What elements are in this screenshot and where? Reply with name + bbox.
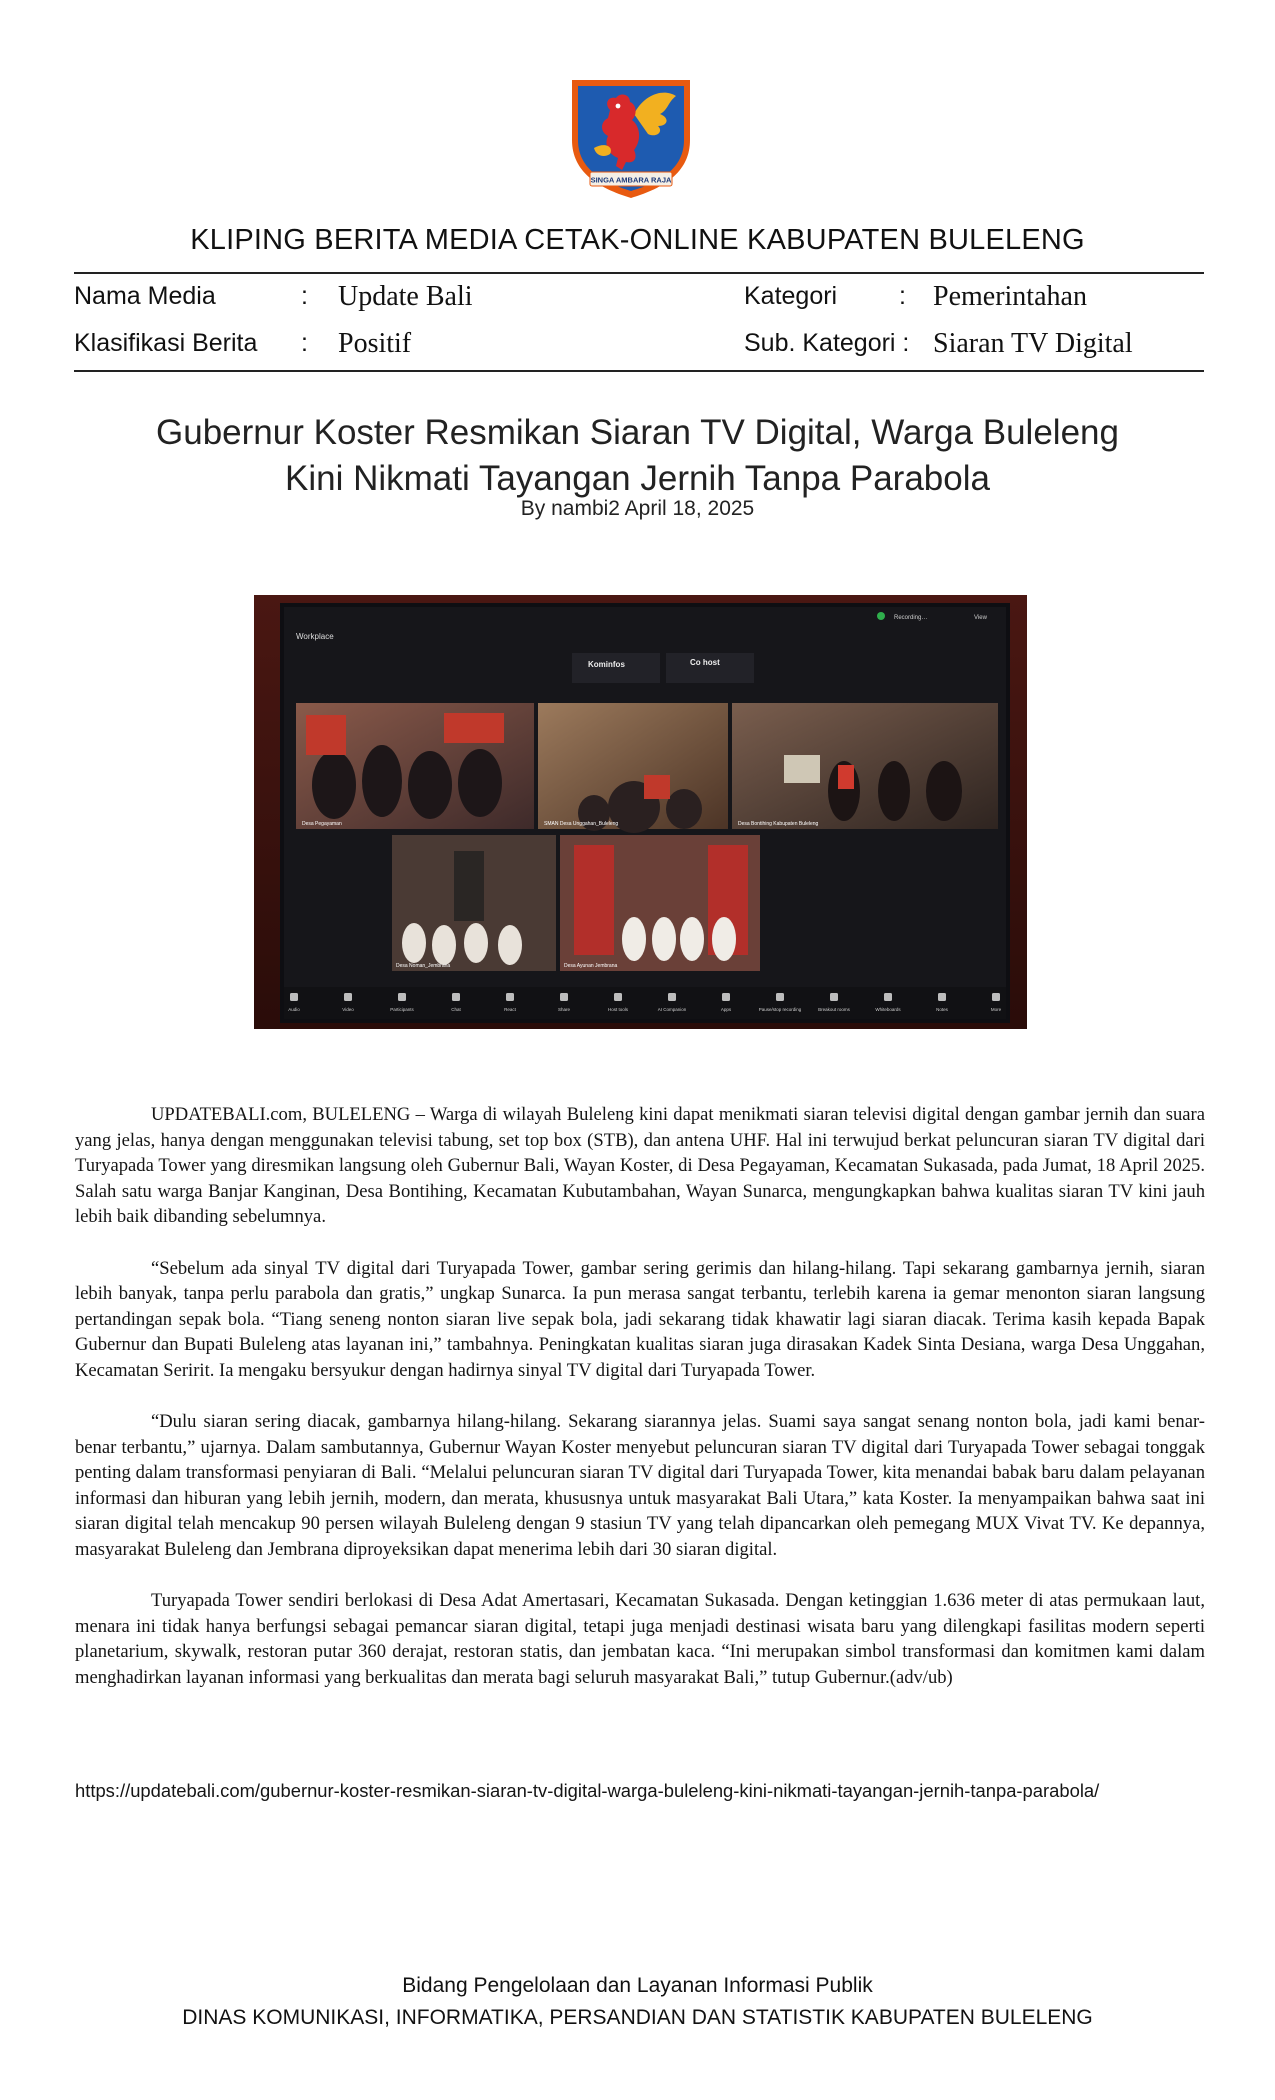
photo-toolbar-label: Participants — [390, 1007, 414, 1012]
photo-toolbar-icon — [398, 993, 406, 1001]
meta-separator: : — [301, 329, 308, 357]
footer-line-2: DINAS KOMUNIKASI, INFORMATIKA, PERSANDIAN DAN STATISTIK KABUPATEN BULELENG — [182, 2006, 1093, 2029]
photo-tile-label-3: Desa Bontihing Kabupaten Buleleng — [738, 821, 819, 827]
source-url-link[interactable]: https://updatebali.com/gubernur-koster-resmikan-siaran-tv-digital-warga-buleleng-kini-nikmati-tayangan-jernih-tanpa-parabola/ — [75, 1780, 1100, 1801]
page-footer — [0, 1970, 1275, 2034]
meta-label-kategori: Kategori — [744, 282, 838, 310]
photo-toolbar-icon — [830, 993, 838, 1001]
article-paragraph: “Sebelum ada sinyal TV digital dari Turyapada Tower, gambar sering gerimis dan hilang-hilang. Tapi sekarang gambarnya jernih, siaran lebih banyak, tanpa perlu parabola dan gratis,” ungkap Sunarca. Ia pun merasa sangat terbantu, terlebih karena ia gemar menonton siaran langsung pertandingan sepak bola. “Tiang seneng nonton siaran live sepak bola, jadi sekarang tidak khawatir lagi siaran diacak. Terima kasih kepada Bapak Gubernur dan Bupati Buleleng atas layanan ini,” tambahnya. Peningkatan kualitas siaran juga dirasakan Kadek Sinta Desiana, warga Desa Unggahan, Kecamatan Seririt. Ia mengaku bersyukur dengan hadirnya sinyal TV digital dari Turyapada Tower. — [75, 1257, 1205, 1381]
article-body — [75, 1102, 1205, 1716]
meta-value-sub-kategori: Siaran TV Digital — [933, 328, 1133, 359]
meta-label-nama-media: Nama Media — [74, 282, 216, 310]
photo-tile-label-5: Desa Ayunan Jembrana — [564, 963, 618, 969]
meta-label-klasifikasi: Klasifikasi Berita — [74, 329, 258, 357]
photo-toolbar-label: Notes — [936, 1007, 948, 1012]
photo-toolbar-icon — [992, 993, 1000, 1001]
photo-toolbar-label: More — [990, 1007, 1002, 1012]
document-title: KLIPING BERITA MEDIA CETAK-ONLINE KABUPATEN BULELENG — [190, 224, 1085, 256]
headline-line-2: Kini Nikmati Tayangan Jernih Tanpa Parabola — [285, 459, 990, 498]
meta-label-sub-kategori: Sub. Kategori : — [744, 329, 910, 357]
meta-value-klasifikasi: Positif — [338, 328, 412, 359]
photo-toolbar-label: Audio — [288, 1007, 300, 1012]
photo-toolbar-label: Breakout rooms — [818, 1007, 850, 1012]
photo-toolbar-label: Chat — [451, 1007, 461, 1012]
photo-tab-kominfos: Kominfos — [588, 660, 625, 669]
photo-toolbar-label: Video — [342, 1007, 354, 1012]
svg-text:SINGA AMBARA RAJA: SINGA AMBARA RAJA — [590, 175, 672, 185]
photo-tab-cohost: Co host — [690, 658, 720, 667]
svg-text:Recording…: Recording… — [894, 615, 928, 621]
photo-tile-label-1: Desa Pegayaman — [302, 821, 342, 827]
meta-value-nama-media: Update Bali — [338, 281, 473, 312]
article-paragraph: “Dulu siaran sering diacak, gambarnya hilang-hilang. Sekarang siarannya jelas. Suami saya sangat senang nonton bola, jadi kami benar-benar terbantu,” ujarnya. Dalam sambutannya, Gubernur Wayan Koster menyebut peluncuran siaran TV digital dari Turyapada Tower sebagai tonggak penting dalam transformasi penyiaran di Bali. “Melalui peluncuran siaran TV digital dari Turyapada Tower, kita menandai babak baru dalam pelayanan informasi dan hiburan yang lebih jernih, modern, dan merata, khususnya untuk masyarakat Bali Utara,” kata Koster. Ia menyampaikan bahwa saat ini siaran digital telah mencakup 90 persen wilayah Buleleng dengan 9 stasiun TV yang telah dipancarkan oleh pemegang MUX Vivat TV. Ke depannya, masyarakat Buleleng dan Jembrana diproyeksikan dapat menerima lebih dari 30 siaran digital. — [75, 1411, 1205, 1560]
photo-toolbar-icon — [668, 993, 676, 1001]
photo-toolbar-icon — [776, 993, 784, 1001]
photo-toolbar-label: Pause/stop recording — [758, 1007, 802, 1012]
photo-app-name: Workplace — [296, 632, 334, 641]
photo-toolbar-label: React — [504, 1007, 516, 1012]
photo-toolbar-label: Apps — [720, 1007, 732, 1012]
photo-toolbar-label: Host tools — [607, 1007, 629, 1012]
photo-toolbar-icon — [722, 993, 730, 1001]
photo-toolbar-icon — [938, 993, 946, 1001]
photo-tile-label-2: SMAN Desa Unggahan_Buleleng — [544, 821, 619, 827]
photo-toolbar-icon — [884, 993, 892, 1001]
footer-line-1: Bidang Pengelolaan dan Layanan Informasi Publik — [402, 1974, 873, 1997]
photo-tile-label-4: Desa Noman_Jembrana — [396, 963, 451, 969]
photo-toolbar-icon — [452, 993, 460, 1001]
svg-text:View: View — [974, 615, 987, 621]
photo-toolbar-icon — [614, 993, 622, 1001]
article-paragraph: Turyapada Tower sendiri berlokasi di Desa Adat Amertasari, Kecamatan Sukasada. Dengan ketinggian 1.636 meter di atas permukaan laut, menara ini tidak hanya berfungsi sebagai pemancar siaran digital, tetapi juga menjadi destinasi wisata baru yang dilengkapi fasilitas modern seperti planetarium, skywalk, restoran putar 360 derajat, restoran statis, dan jembatan kaca. “Ini merupakan simbol transformasi dan komitmen kami dalam menghadirkan layanan informasi yang berkualitas dan merata bagi seluruh masyarakat Bali,” tutup Gubernur.(adv/ub) — [75, 1590, 1205, 1688]
article-photo — [254, 595, 1027, 1029]
singa-ambara-raja-emblem-icon — [564, 74, 698, 200]
article-headline — [0, 410, 1275, 502]
photo-toolbar-label: Share — [557, 1007, 571, 1012]
photo-toolbar-label: AI Companion — [657, 1007, 687, 1012]
header-rule-top — [74, 272, 1204, 274]
photo-toolbar-icon — [344, 993, 352, 1001]
photo-toolbar-icon — [560, 993, 568, 1001]
article-paragraph: UPDATEBALI.com, BULELENG – Warga di wilayah Buleleng kini dapat menikmati siaran televisi digital dengan gambar jernih dan suara yang jelas, hanya dengan menggunakan televisi tabung, set top box (STB), dan antena UHF. Hal ini terwujud berkat peluncuran siaran TV digital dari Turyapada Tower yang diresmikan langsung oleh Gubernur Bali, Wayan Koster, di Desa Pegayaman, Kecamatan Sukasada, pada Jumat, 18 April 2025. Salah satu warga Banjar Kanginan, Desa Bontihing, Kecamatan Kubutambahan, Wayan Sunarca, mengungkapkan bahwa kualitas siaran TV kini jauh lebih baik dibanding sebelumnya. — [75, 1104, 1205, 1227]
meta-separator: : — [899, 282, 906, 310]
meta-separator: : — [301, 282, 308, 310]
photo-toolbar-icon — [290, 993, 298, 1001]
photo-toolbar-label: Whiteboards — [875, 1007, 901, 1012]
meta-value-kategori: Pemerintahan — [933, 281, 1087, 312]
photo-toolbar-icon — [506, 993, 514, 1001]
headline-line-1: Gubernur Koster Resmikan Siaran TV Digital, Warga Buleleng — [156, 413, 1119, 452]
article-byline: By nambi2 April 18, 2025 — [520, 497, 755, 520]
header-rule-bottom — [74, 370, 1204, 372]
